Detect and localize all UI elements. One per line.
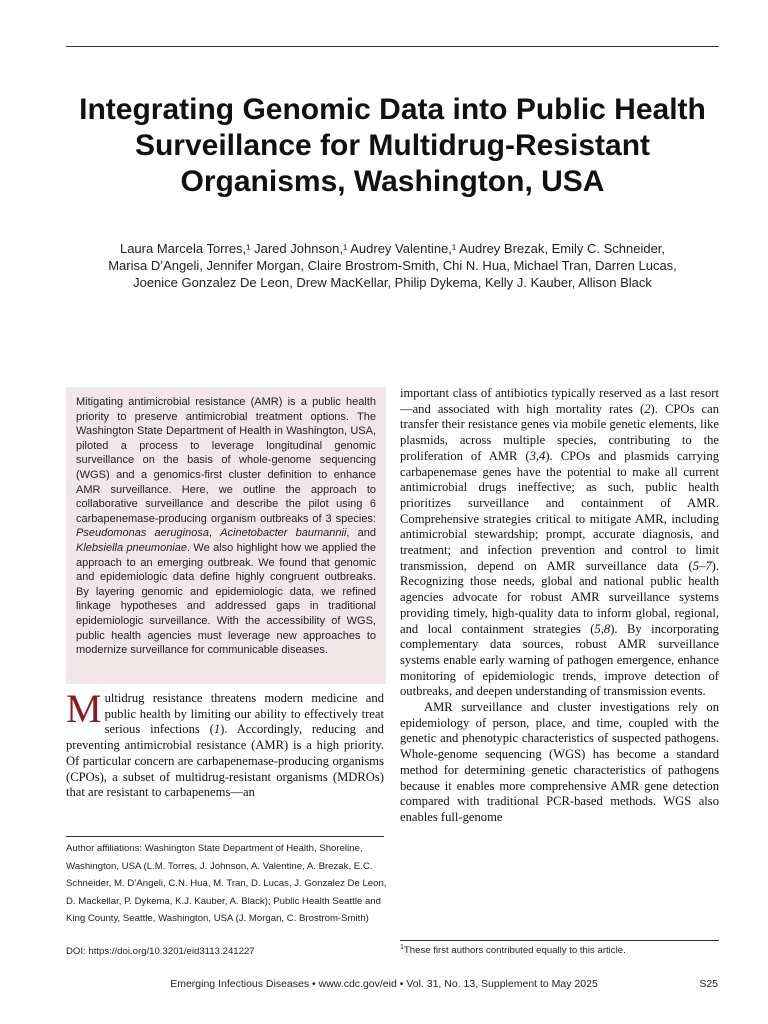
- journal-footer-text: Emerging Infectious Diseases • www.cdc.gov/eid • Vol. 31, No. 13, Supplement to May 2025: [170, 978, 598, 990]
- drop-cap: M: [66, 686, 102, 731]
- species-acinetobacter: Acinetobacter baumannii: [220, 527, 347, 540]
- reference-link[interactable]: 5,8: [594, 621, 611, 636]
- author-line-1: Laura Marcela Torres,¹ Jared Johnson,¹ Audrey Valentine,¹ Audrey Brezak, Emily C. Schneider,: [119, 241, 666, 256]
- body-column-right: [400, 386, 719, 826]
- reference-link[interactable]: 2: [644, 401, 651, 416]
- author-line-2: Marisa D’Angeli, Jennifer Morgan, Claire Brostrom-Smith, Chi N. Hua, Michael Tran, Darren Lucas,: [108, 258, 677, 273]
- reference-link[interactable]: 5–7: [692, 558, 712, 573]
- body-column-left: [66, 686, 384, 801]
- top-rule: [66, 46, 719, 47]
- article-title: Integrating Genomic Data into Public Health Surveillance for Multidrug-Resistant Organisms, Washington, USA: [79, 93, 706, 198]
- body-right-paragraph-2: AMR surveillance and cluster investigations rely on epidemiology of person, place, and time, coupled with the genetic and phenotypic characteristics of suspected pathogens. Whole-genome sequencing (WGS) has become a standard method for determining genetic characteristics of pathogens because it enables more comprehensive AMR gene detection compared with traditional PCR-based methods. WGS also enables full-genome: [400, 700, 719, 824]
- doi-text: DOI: https://doi.org/10.3201/eid3113.241227: [66, 946, 255, 957]
- reference-link[interactable]: 1: [213, 722, 221, 737]
- reference-link[interactable]: 3,4: [529, 448, 546, 463]
- author-affiliations: Author affiliations: Washington State Department of Health, Shoreline, Washington, USA (L.M. Torres, J. Johnson, A. Valentine, A. Brezak, E.C. Schneider, M. D’Angeli, C.N. Hua, M. Tran, D. Lucas, J. Gonzalez De Leon, D. Mackellar, P. Dykema, K.J. Kauber, A. Black); Public Health Seattle and King County, Seattle, Washington, USA (J. Morgan, C. Brostrom-Smith): [66, 843, 387, 924]
- author-list: [66, 240, 719, 291]
- body-left-text-a: ultidrug resistance threatens modern medicine and public health by limiting our ability to effectively treat serious infections (: [104, 691, 384, 737]
- footnote: [400, 944, 626, 956]
- footnote-rule: [400, 940, 719, 941]
- body-right-text-1: important class of antibiotics typically reserved as a last resort—and associated with high mortality rates (: [400, 386, 719, 416]
- abstract-part-2: . We also highlight how we applied the approach to an emerging outbreak. We found that genomic and epidemiologic data define highly congruent outbreaks. By layering genomic and epidemiologic data, we refined linkage hypotheses and addressed gaps in traditional epidemiologic surveillance. With the accessibility of WGS, public health agencies must leverage new approaches to modernize surveillance for communicable diseases.: [76, 541, 377, 657]
- body-right-text-3: ). CPOs and plasmids carrying carbapenemase genes have the potential to make all current antimicrobial drugs ineffective; as such, public health prioritizes surveillance and containment of AMR. Comprehensive strategies critical to mitigate AMR, including antimicrobial stewardship; prompt, accurate diagnosis, and treatment; and infection prevention and control to limit transmission, depend on AMR surveillance data (: [400, 448, 719, 573]
- body-right-text-5: ). By incorporating complementary data sources, robust AMR surveillance systems enable early warning of pathogen emergence, enhance monitoring of epidemiologic trends, improve detection of outbreaks, and deepen understanding of transmission events.: [400, 621, 719, 699]
- abstract-text: [76, 395, 376, 658]
- abstract-sep-1: ,: [208, 527, 221, 540]
- abstract-part-1: Mitigating antimicrobial resistance (AMR) is a public health priority to preserve antimicrobial treatment options. The Washington State Department of Health in Washington, USA, piloted a process to leverage longitudinal genomic surveillance on the basis of whole-genome sequencing (WGS) and a genomics-first cluster definition to enhance AMR surveillance. Here, we outline the approach to collaborative surveillance and describe the pilot using 6 carbapenemase-producing organism outbreaks of 3 species:: [76, 396, 376, 525]
- footnote-text: These first authors contributed equally to this article.: [403, 945, 626, 957]
- abstract-box: [66, 387, 386, 684]
- body-left-text-b: ). Accordingly, reducing and preventing antimicrobial resistance (AMR) is a high priority. Of particular concern are carbapenemase-producing organisms (CPOs), a subset of multidrug-resistant organisms (MDROs) that are resistant to carbapenems—an: [66, 722, 384, 800]
- footnote-mark: 1: [400, 944, 404, 951]
- body-right-text-4: ). Recognizing those needs, global and national public health agencies advocate for robust AMR surveillance systems providing timely, high-quality data to inform global, regional, and local containment strategies (: [400, 558, 719, 636]
- affiliations-rule: [66, 836, 384, 837]
- species-pseudomonas: Pseudomonas aeruginosa: [76, 527, 209, 540]
- body-right-text-2: ). CPOs can transfer their resistance genes via mobile genetic elements, like plasmids, across multiple species, contributing to the proliferation of AMR (: [400, 401, 719, 463]
- abstract-sep-2: , and: [346, 527, 377, 540]
- species-klebsiella: Klebsiella pneumoniae: [76, 541, 187, 554]
- author-line-3: Joenice Gonzalez De Leon, Drew MacKellar, Philip Dykema, Kelly J. Kauber, Allison Black: [133, 275, 652, 290]
- page-number: S25: [699, 978, 718, 990]
